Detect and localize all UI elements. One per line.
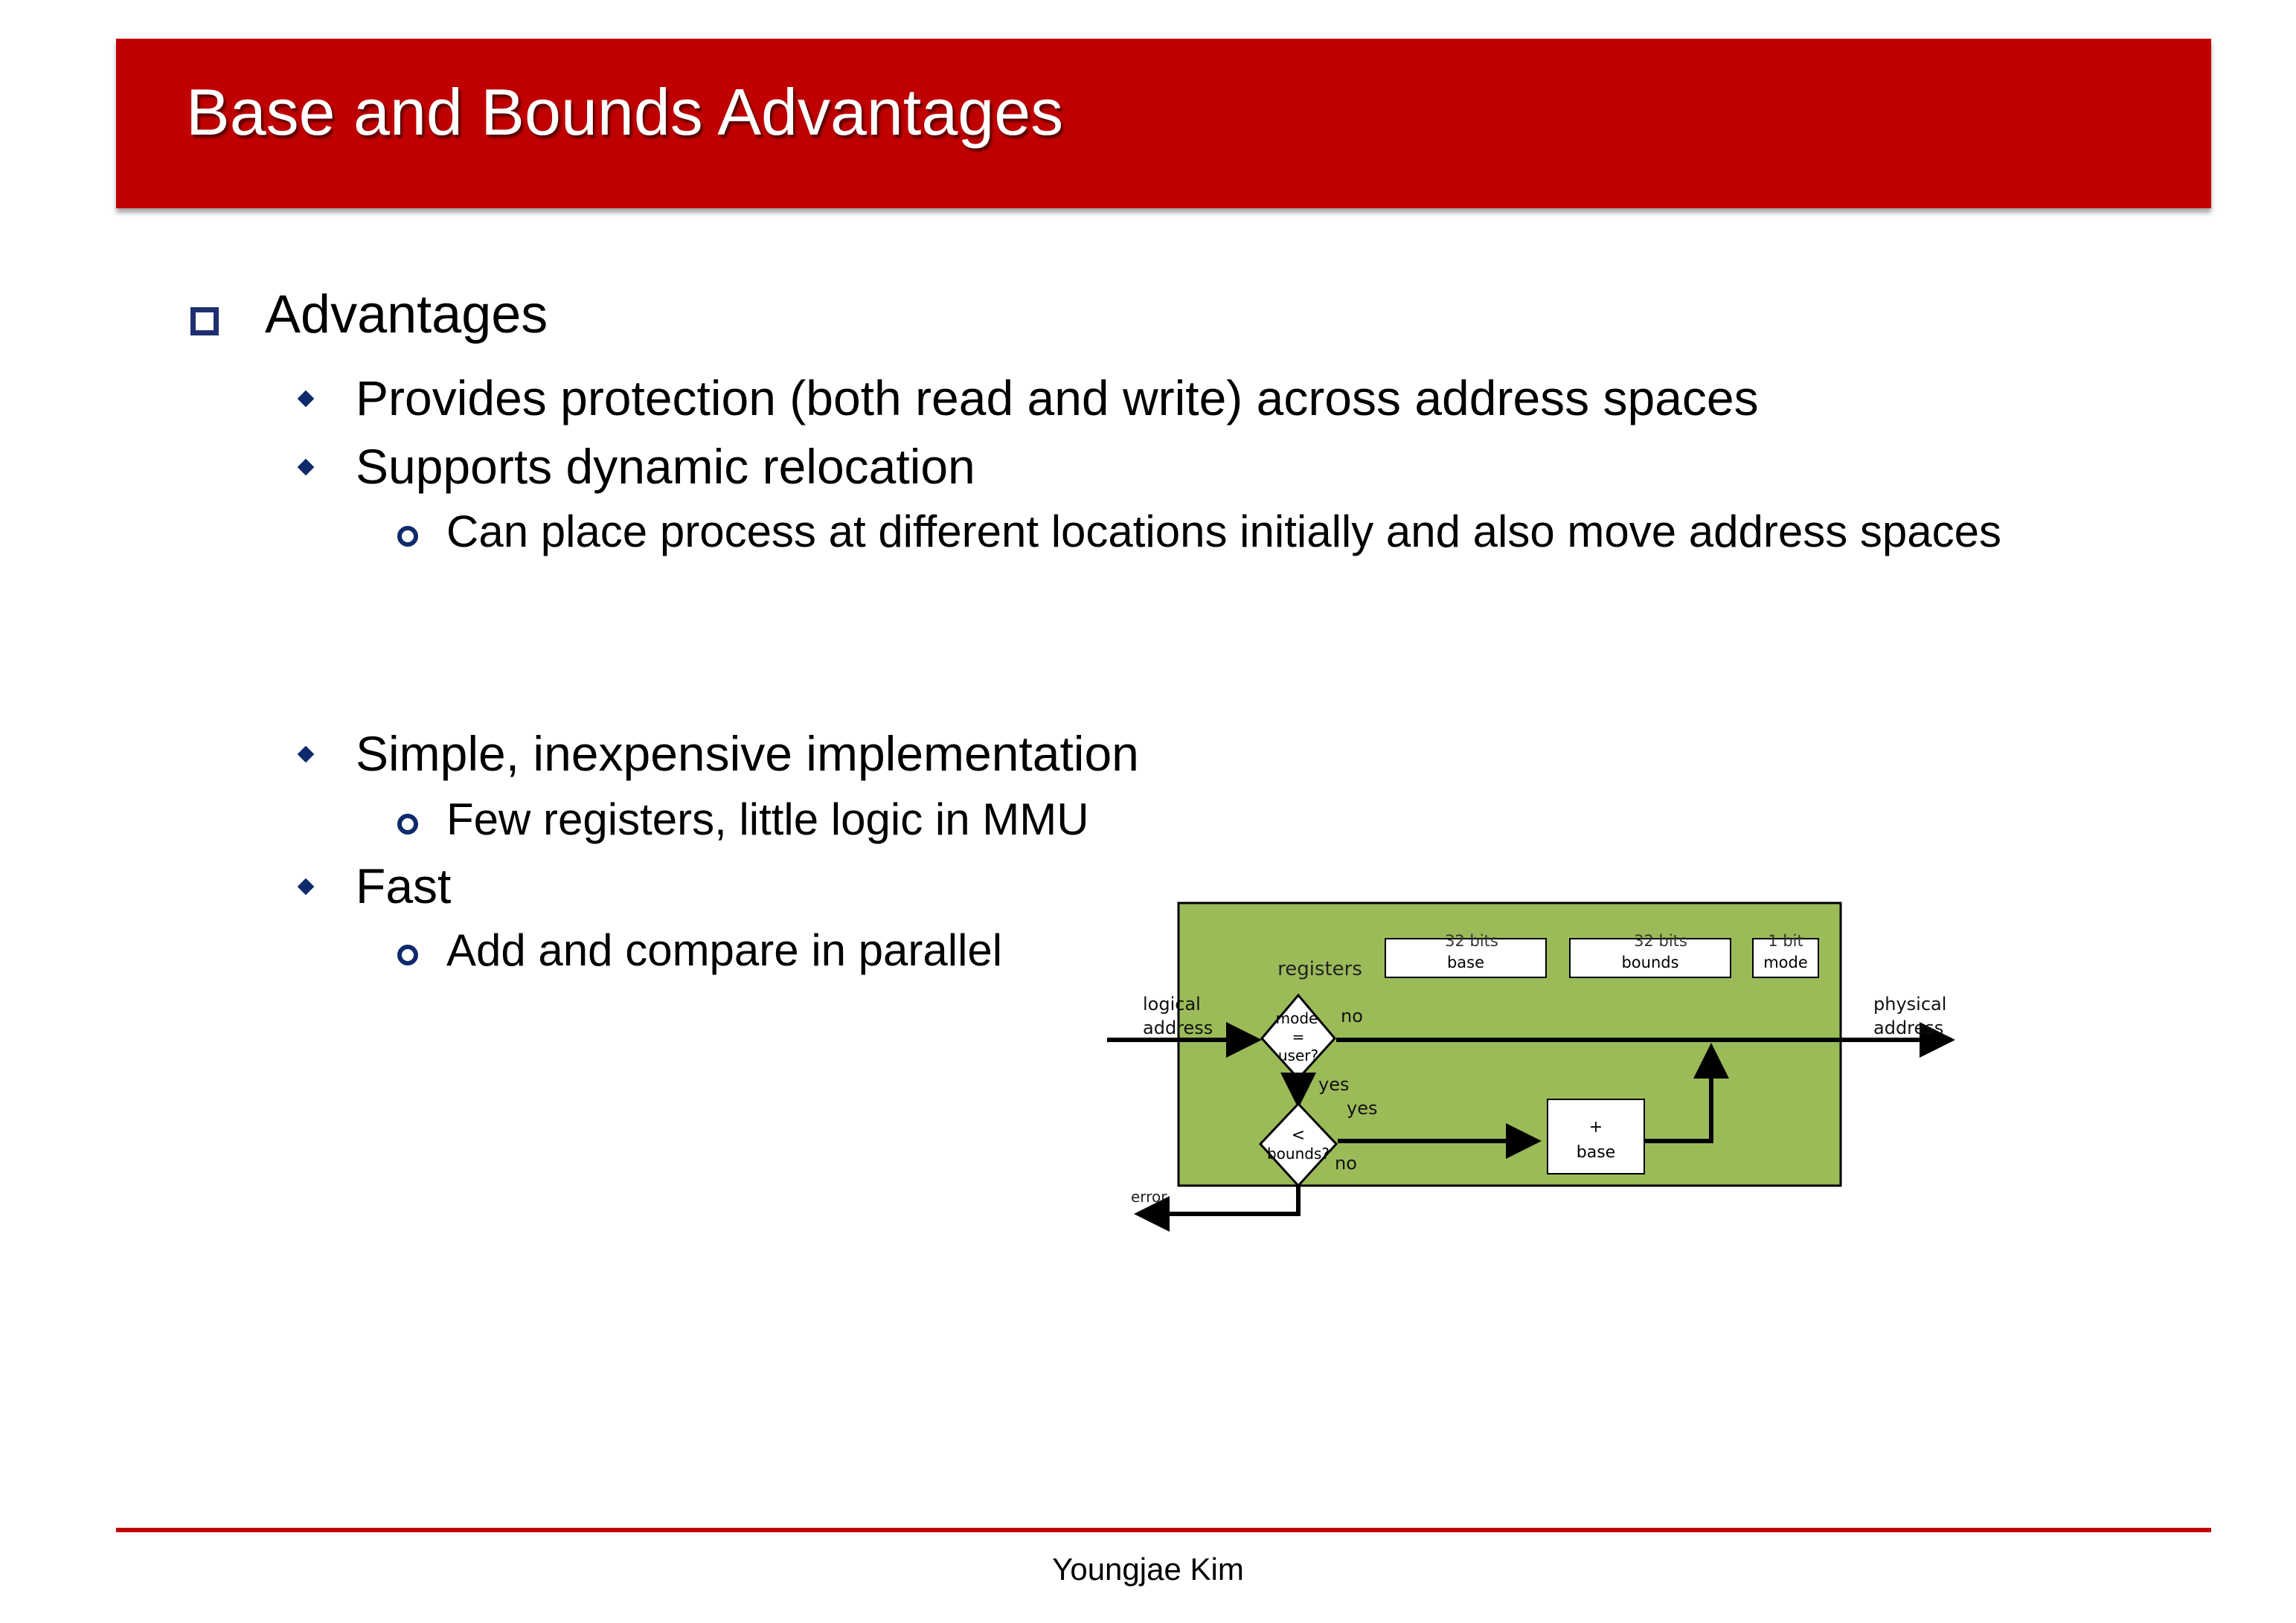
logical-label-1: logical	[1143, 994, 1201, 1015]
registers-label: registers	[1277, 958, 1362, 980]
subbullet-simple: Few registers, little logic in MMU	[446, 794, 1089, 844]
adder-text-2: base	[1576, 1143, 1616, 1162]
physical-label-1: physical	[1873, 994, 1947, 1015]
bullet-simple: Simple, inexpensive implementation	[356, 726, 1139, 781]
subbullet-relocation: Can place process at different locations initially and also move address spaces	[446, 507, 2002, 556]
mode-check-text-3: user?	[1277, 1047, 1319, 1064]
subbullet-fast: Add and compare in parallel	[446, 925, 1003, 975]
bounds-check-text-2: bounds?	[1266, 1145, 1330, 1163]
logical-label-2: address	[1143, 1018, 1213, 1038]
bullet-relocation: Supports dynamic relocation	[356, 439, 975, 494]
no-label-top: no	[1341, 1006, 1363, 1026]
slide-title: Base and Bounds Advantages	[186, 75, 1064, 149]
base-register-name: base	[1446, 954, 1485, 971]
base-register-bits: 32 bits	[1445, 932, 1498, 950]
physical-label-2: address	[1873, 1018, 1944, 1038]
mode-check-text-1: mode	[1275, 1009, 1318, 1027]
no-label-bottom: no	[1335, 1153, 1357, 1174]
footer-author: Youngjae Kim	[1052, 1552, 1244, 1587]
mode-register-name: mode	[1763, 954, 1808, 971]
mode-check-text-2: =	[1292, 1028, 1305, 1046]
error-label: error	[1131, 1188, 1167, 1206]
bounds-check-text-1: <	[1291, 1126, 1306, 1145]
bullet-protection: Provides protection (both read and write) across address spaces	[356, 370, 1759, 425]
mode-register-bits: 1 bit	[1768, 932, 1803, 950]
adder-text-1: +	[1588, 1118, 1603, 1137]
bounds-register-bits: 32 bits	[1634, 932, 1687, 950]
yes-label-1: yes	[1318, 1074, 1350, 1095]
bullet-advantages: Advantages	[265, 285, 548, 344]
bullet-fast: Fast	[356, 858, 452, 913]
yes-label-2: yes	[1347, 1098, 1378, 1119]
footer-rule	[116, 1528, 2211, 1532]
bounds-register-name: bounds	[1621, 954, 1679, 971]
adder-box	[1548, 1099, 1644, 1174]
